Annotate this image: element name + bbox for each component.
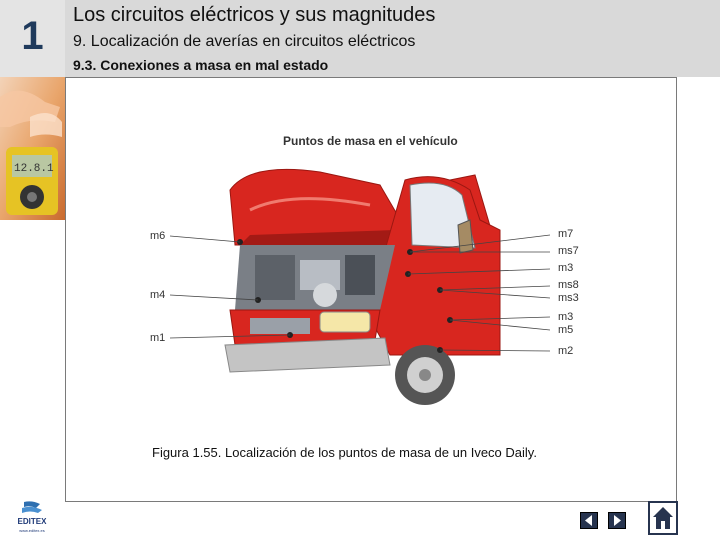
figure-title: Puntos de masa en el vehículo — [283, 134, 458, 148]
label-ms7: ms7 — [558, 245, 579, 257]
label-m3-lower: m3 — [558, 311, 574, 323]
editex-logo — [10, 500, 54, 536]
prev-button[interactable] — [580, 512, 598, 529]
chapter-number: 1 — [21, 14, 44, 58]
section-title: 9.3. Conexiones a masa en mal estado — [73, 57, 329, 73]
label-m7: m7 — [558, 228, 574, 240]
label-m1: m1 — [150, 332, 166, 344]
multimeter-photo — [0, 77, 65, 220]
multimeter-display: 12.8.1 — [14, 163, 54, 175]
label-ms3: ms3 — [558, 292, 579, 304]
chapter-box — [0, 0, 65, 77]
home-icon — [650, 503, 676, 533]
figure-caption: Figura 1.55. Localización de los puntos de masa de un Iveco Daily. — [152, 445, 537, 460]
label-m3-upper: m3 — [558, 262, 574, 274]
page-subtitle: 9. Localización de averías en circuitos eléctricos — [73, 33, 416, 50]
next-button[interactable] — [608, 512, 626, 529]
arrow-right-icon — [609, 513, 625, 528]
label-m2: m2 — [558, 345, 574, 357]
label-m6: m6 — [150, 230, 166, 242]
label-m4: m4 — [150, 289, 166, 301]
svg-text:www.editex.es: www.editex.es — [19, 528, 45, 533]
svg-text:EDITEX: EDITEX — [17, 517, 47, 526]
arrow-left-icon — [581, 513, 597, 528]
van-illustration — [140, 150, 580, 410]
page-title: Los circuitos eléctricos y sus magnitudes — [73, 4, 436, 26]
label-ms8: ms8 — [558, 279, 579, 291]
home-button[interactable] — [648, 501, 678, 535]
label-m5: m5 — [558, 324, 574, 336]
